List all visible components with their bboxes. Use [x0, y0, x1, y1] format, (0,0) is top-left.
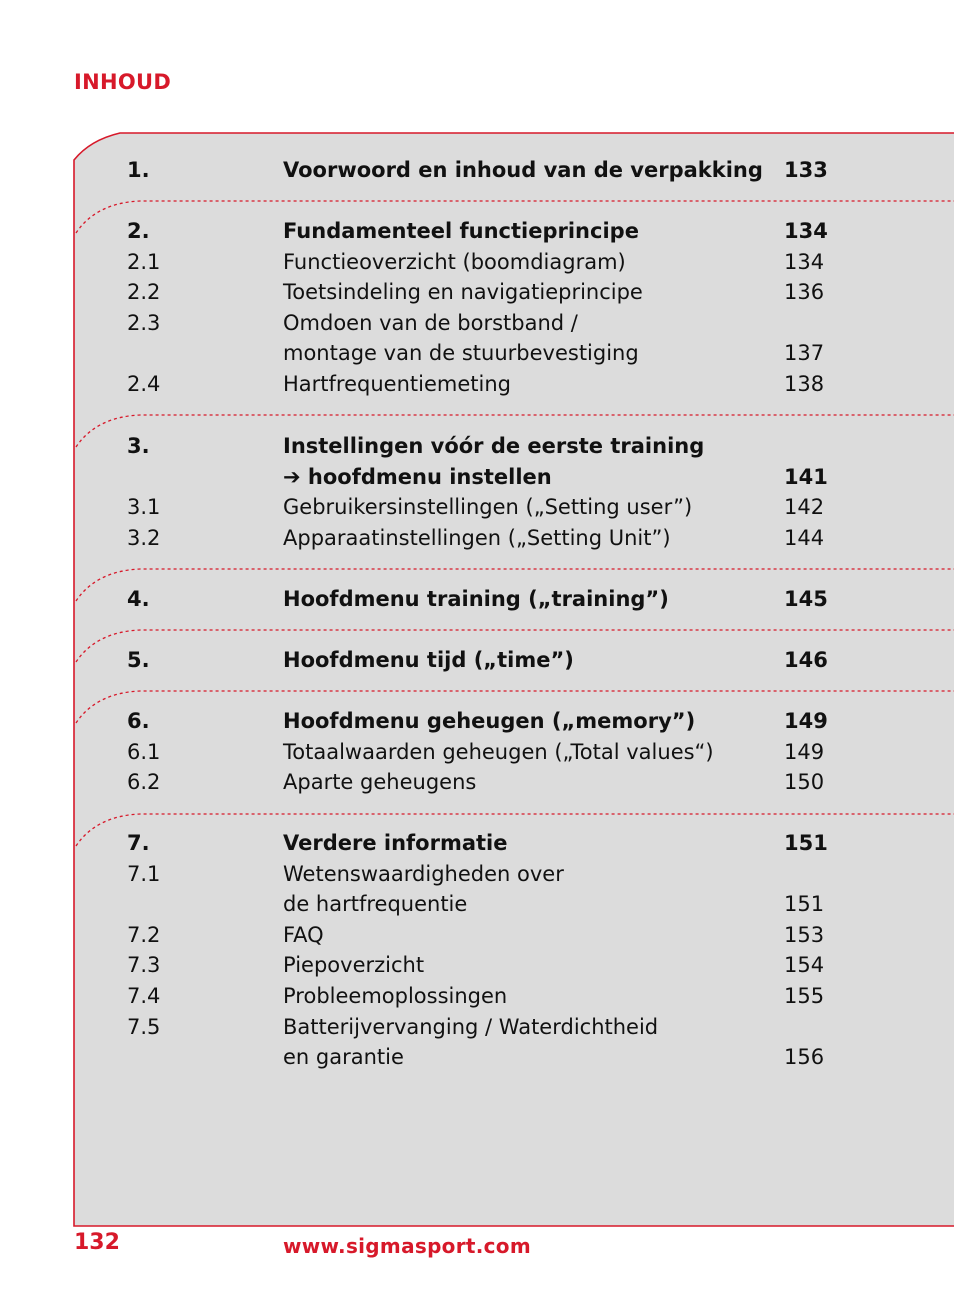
- entry-title: Hoofdmenu training („training”): [283, 587, 669, 611]
- toc-entry[interactable]: [0, 155, 954, 185]
- page-title: INHOUD: [74, 70, 172, 94]
- entry-number: 7.1: [127, 861, 161, 886]
- entry-page: 154: [784, 953, 825, 978]
- toc-entry[interactable]: [0, 492, 954, 522]
- toc-entry[interactable]: [0, 920, 954, 950]
- entry-number: 2.4: [127, 372, 161, 396]
- entry-title: Wetenswaardigheden over: [283, 861, 564, 886]
- footer-url-link[interactable]: www.sigmasport.com: [283, 1234, 531, 1258]
- entry-page: 142: [784, 495, 825, 520]
- entry-number: 2.3: [127, 310, 161, 335]
- entry-page: 155: [784, 984, 825, 1008]
- entry-number: 6.: [127, 709, 150, 733]
- entry-title: Voorwoord en inhoud van de verpakking: [283, 158, 763, 182]
- entry-number: 3.: [127, 434, 150, 458]
- entry-page: 138: [784, 372, 825, 396]
- entry-page: 151: [784, 831, 828, 855]
- entry-page: 145: [784, 587, 828, 611]
- toc-entry[interactable]: [0, 1012, 954, 1042]
- footer-page-number: 132: [74, 1230, 120, 1255]
- toc-entry[interactable]: [0, 950, 954, 980]
- entry-page: 141: [784, 464, 828, 489]
- entry-number: 3.1: [127, 495, 161, 520]
- entry-page: 149: [784, 739, 825, 764]
- entry-title: Aparte geheugens: [283, 770, 477, 795]
- entry-title: Piepoverzicht: [283, 953, 425, 978]
- toc-entry[interactable]: [0, 369, 954, 399]
- toc-entry[interactable]: [0, 247, 954, 277]
- entry-page: 144: [784, 525, 825, 550]
- entry-page: 134: [784, 219, 828, 243]
- toc-entry[interactable]: [0, 462, 954, 492]
- entry-title: Hartfrequentiemeting: [283, 372, 511, 396]
- entry-number: 7.5: [127, 1014, 161, 1039]
- toc-entry[interactable]: [0, 859, 954, 889]
- entry-title: Probleemoplossingen: [283, 984, 508, 1008]
- entry-page: 150: [784, 770, 825, 795]
- entry-title: Functieoverzicht (boomdiagram): [283, 249, 626, 274]
- toc-entry[interactable]: [0, 1042, 954, 1072]
- toc-entry[interactable]: [0, 523, 954, 553]
- entry-title: Totaalwaarden geheugen („Total values“): [283, 739, 714, 764]
- entry-title: Hoofdmenu tijd („time”): [283, 648, 574, 672]
- toc-entry[interactable]: [0, 737, 954, 767]
- toc-entry[interactable]: [0, 431, 954, 461]
- entry-title: de hartfrequentie: [283, 892, 468, 917]
- entry-title: Toetsindeling en navigatieprincipe: [283, 280, 643, 305]
- entry-title: Batterijvervanging / Waterdichtheid: [283, 1014, 659, 1039]
- entry-number: 6.1: [127, 739, 161, 764]
- entry-page: 153: [784, 922, 825, 947]
- entry-title: ➔ hoofdmenu instellen: [283, 464, 552, 489]
- entry-number: 7.: [127, 831, 150, 855]
- entry-title: Apparaatinstellingen („Setting Unit”): [283, 525, 671, 550]
- toc-entry[interactable]: [0, 277, 954, 307]
- entry-title: Verdere informatie: [283, 831, 508, 855]
- toc-entry[interactable]: [0, 308, 954, 338]
- toc-entry[interactable]: [0, 338, 954, 368]
- entry-page: 133: [784, 158, 828, 182]
- entry-number: 7.4: [127, 984, 161, 1008]
- entry-number: 1.: [127, 158, 150, 182]
- entry-title: Fundamenteel functieprincipe: [283, 219, 639, 243]
- toc-entry[interactable]: [0, 706, 954, 736]
- entry-page: 151: [784, 892, 825, 917]
- entry-number: 2.1: [127, 249, 161, 274]
- entry-number: 7.3: [127, 953, 161, 978]
- toc-entry[interactable]: [0, 767, 954, 797]
- entry-page: 134: [784, 249, 825, 274]
- entry-page: 149: [784, 709, 828, 733]
- toc-entry[interactable]: [0, 828, 954, 858]
- toc-entry[interactable]: [0, 889, 954, 919]
- entry-number: 3.2: [127, 525, 161, 550]
- entry-number: 2.2: [127, 280, 161, 305]
- entry-title: Instellingen vóór de eerste training: [283, 434, 705, 458]
- entry-title: montage van de stuurbevestiging: [283, 341, 639, 366]
- entry-title: en garantie: [283, 1045, 404, 1070]
- entry-title: Gebruikersinstellingen („Setting user”): [283, 495, 693, 520]
- toc-entry[interactable]: [0, 216, 954, 246]
- entry-page: 136: [784, 280, 825, 305]
- entry-number: 5.: [127, 648, 150, 672]
- entry-title: FAQ: [283, 922, 324, 947]
- entry-page: 137: [784, 341, 825, 366]
- toc-entry[interactable]: [0, 584, 954, 614]
- entry-title: Omdoen van de borstband /: [283, 310, 578, 335]
- entry-page: 156: [784, 1045, 825, 1070]
- entry-number: 6.2: [127, 770, 161, 795]
- entry-number: 2.: [127, 219, 150, 243]
- toc-entry[interactable]: [0, 645, 954, 675]
- toc-entry[interactable]: [0, 981, 954, 1011]
- entry-page: 146: [784, 648, 828, 672]
- entry-number: 7.2: [127, 922, 161, 947]
- entry-title: Hoofdmenu geheugen („memory”): [283, 709, 696, 733]
- entry-number: 4.: [127, 587, 150, 611]
